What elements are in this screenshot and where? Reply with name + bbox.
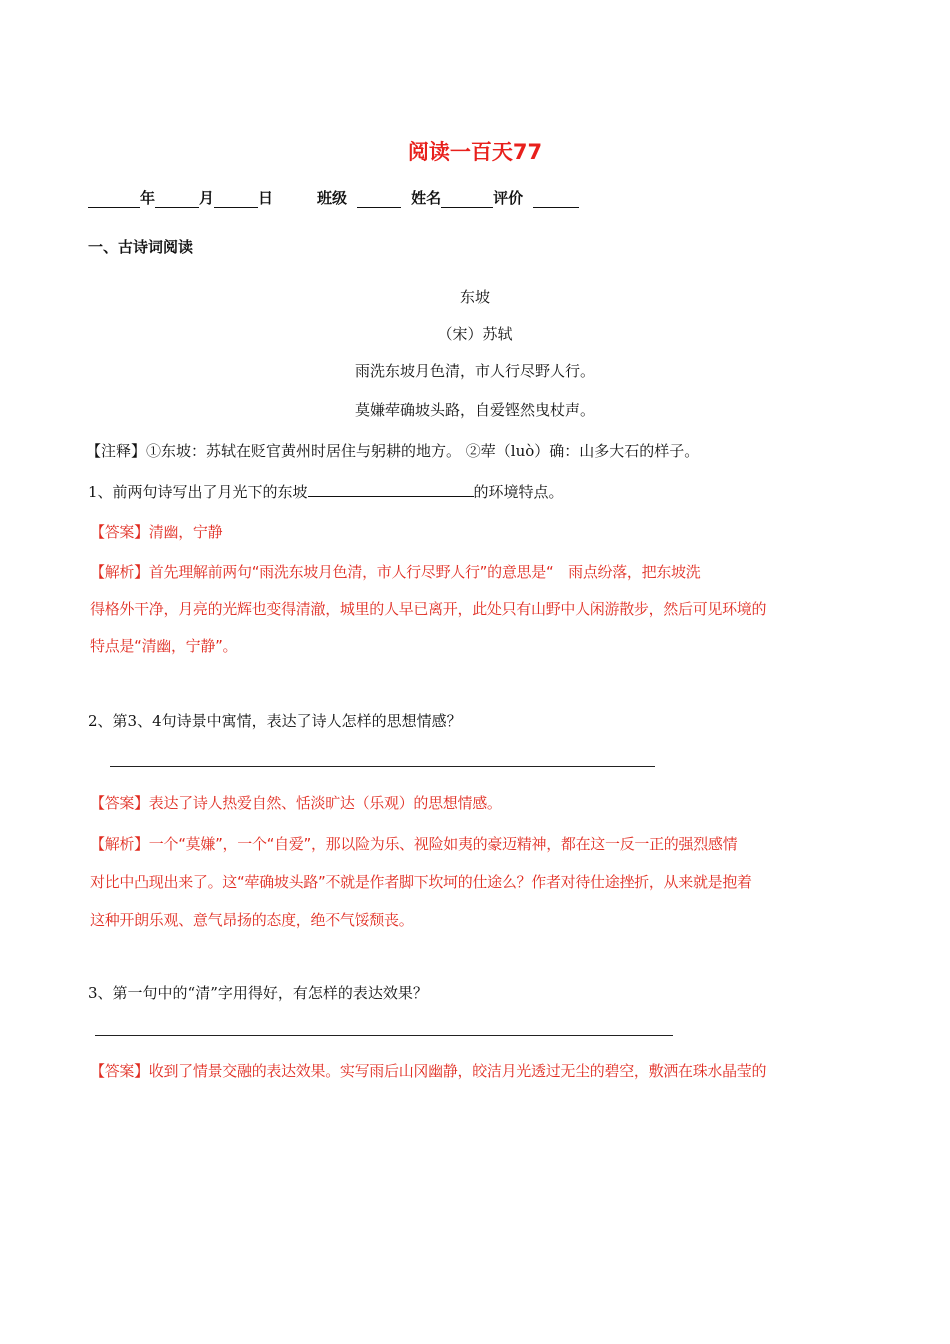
class-blank[interactable] (357, 191, 401, 208)
eval-blank[interactable] (533, 191, 579, 208)
name-blank[interactable] (441, 191, 493, 208)
day-blank[interactable] (214, 191, 258, 208)
day-label: 日 (258, 189, 274, 207)
month-blank[interactable] (155, 191, 199, 208)
month-label: 月 (199, 189, 215, 207)
q2-answer-line[interactable] (110, 766, 655, 767)
section-title: 一、古诗词阅读 (88, 238, 194, 256)
q1-text-after: 的环境特点。 (473, 483, 564, 501)
q1-answer-blank[interactable] (308, 481, 474, 497)
question-2: 2、第3、4句诗景中寓情，表达了诗人怎样的思想情感？ (88, 712, 462, 730)
question-3: 3、第一句中的“清”字用得好，有怎样的表达效果？ (88, 984, 428, 1002)
poem-author: （宋）苏轼 (437, 325, 513, 343)
header-info-line (88, 187, 579, 208)
q1-analysis-line-1: 【解析】首先理解前两句“雨洗东坡月色清，市人行尽野人行”的意思是“ 雨点纷落，把东坡洗 (90, 563, 701, 581)
q2-analysis-line-1: 【解析】一个“莫嫌”，一个“自爱”，那以险为乐、视险如夷的豪迈精神，都在这一反一正的强烈感情 (90, 835, 738, 853)
q2-answer: 【答案】表达了诗人热爱自然、恬淡旷达（乐观）的思想情感。 (90, 794, 502, 812)
q1-text-before: 1、前两句诗写出了月光下的东坡 (88, 483, 308, 501)
eval-label: 评价 (493, 189, 524, 207)
q1-answer: 【答案】清幽，宁静 (90, 523, 223, 541)
q2-analysis-line-3: 这种开朗乐观、意气昂扬的态度，绝不气馁颓丧。 (90, 911, 414, 929)
q1-analysis-line-3: 特点是“清幽，宁静”。 (90, 637, 238, 655)
q3-answer: 【答案】收到了情景交融的表达效果。实写雨后山冈幽静，皎洁月光透过无尘的碧空，敷洒在珠水晶莹的 (90, 1062, 767, 1080)
q2-analysis-line-2: 对比中凸现出来了。这“荦确坡头路”不就是作者脚下坎坷的仕途么？作者对待仕途挫折，从来就是抱着 (90, 873, 752, 891)
q1-analysis-line-2: 得格外干净，月亮的光辉也变得清澈，城里的人早已离开，此处只有山野中人闲游散步，然后可见环境的 (90, 600, 767, 618)
poem-title: 东坡 (459, 288, 490, 306)
poem-note: 【注释】①东坡：苏轼在贬官黄州时居住与躬耕的地方。 ②荦（luò）确：山多大石的样子。 (86, 442, 700, 460)
page-title: 阅读一百天77 (407, 140, 543, 164)
poem-line-2: 莫嫌荦确坡头路，自爱铿然曳杖声。 (354, 401, 595, 419)
question-1 (88, 481, 564, 502)
name-label: 姓名 (411, 189, 442, 207)
year-blank[interactable] (88, 191, 140, 208)
poem-line-1: 雨洗东坡月色清，市人行尽野人行。 (354, 362, 595, 380)
year-label: 年 (140, 189, 156, 207)
q3-answer-line[interactable] (95, 1035, 673, 1036)
class-label: 班级 (317, 189, 348, 207)
